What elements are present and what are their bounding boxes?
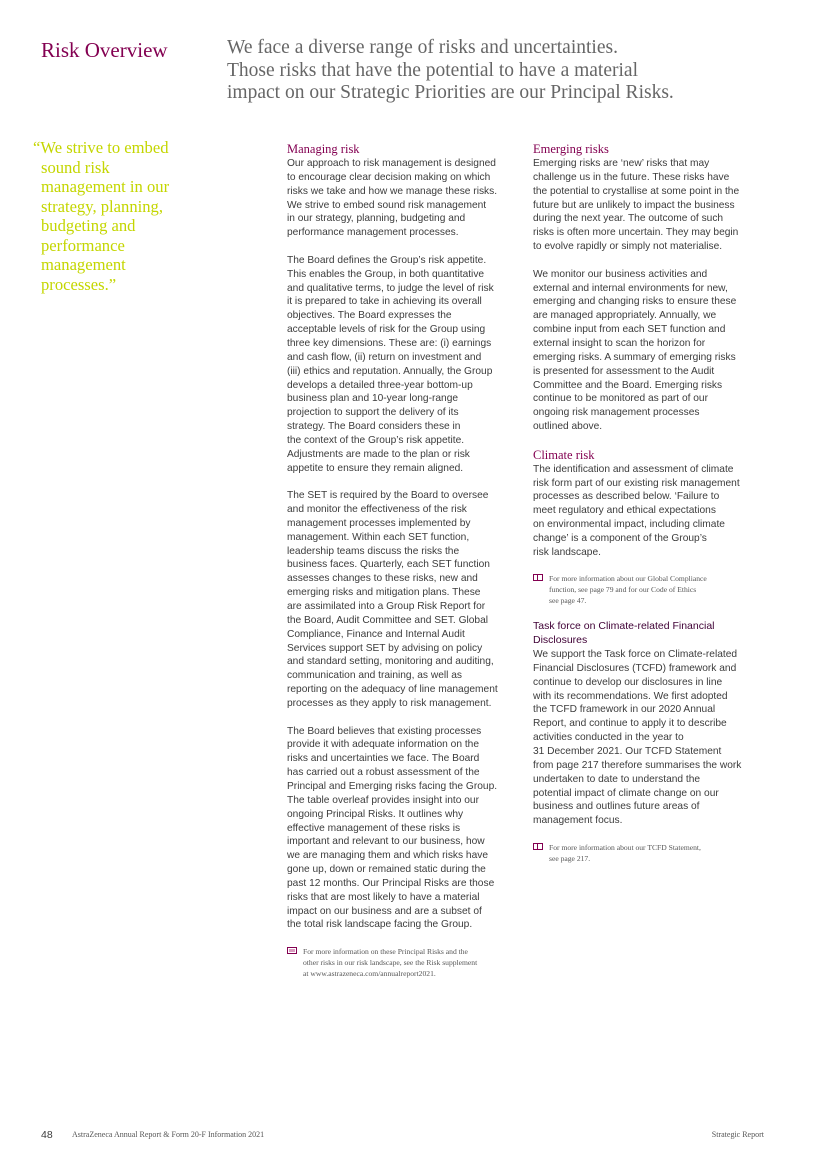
pull-quote-line: sound risk [41, 157, 110, 177]
text-line: Services support SET by advising on policy [287, 642, 483, 654]
text-line: The Board believes that existing processes [287, 725, 482, 737]
text-line: This enables the Group, in both quantitative [287, 268, 485, 280]
text-line: (iii) ethics and reputation. Annually, the Group [287, 365, 493, 377]
text-line: processes as they apply to risk management. [287, 697, 492, 709]
text-line: combine input from each SET function and [533, 324, 726, 336]
heading-line: Disclosures [533, 634, 588, 647]
text-line: emerging risks. A summary of emerging risks [533, 351, 736, 363]
text-line: The SET is required by the Board to oversee [287, 490, 489, 502]
text-line: it is prepared to take in achieving its overall [287, 296, 482, 308]
text-line: and qualitative terms, to judge the level of risk [287, 282, 494, 294]
compliance-note [533, 573, 768, 606]
managing-risk-paragraph [287, 157, 522, 240]
headline-line: impact on our Strategic Priorities are our Principal Risks. [227, 82, 674, 103]
text-line: risks and uncertainties we face. The Board [287, 753, 480, 765]
pull-quote-line: performance [41, 235, 125, 255]
text-line: We monitor our business activities and [533, 268, 708, 280]
note-line: function, see page 79 and for our Code of Ethics [549, 585, 697, 595]
text-line: the TCFD framework in our 2020 Annual [533, 704, 716, 716]
emerging-risks-paragraph [533, 157, 768, 254]
text-line: The Board defines the Group’s risk appetite. [287, 254, 487, 266]
text-line: reporting on the adequacy of line management [287, 684, 498, 696]
text-line: risks that are most likely to have a material [287, 891, 480, 903]
text-line: external and internal environments for new, [533, 282, 728, 294]
heading-line: Task force on Climate-related Financial [533, 620, 715, 633]
text-line: with its recommendations. We first adopted [533, 690, 728, 702]
text-line: Our approach to risk management is designed [287, 158, 496, 169]
text-line: the context of the Group’s risk appetite. [287, 434, 465, 446]
text-line: from page 217 therefore summarises the work [533, 759, 742, 771]
text-line: are assimilated into a Group Risk Report for [287, 601, 486, 612]
pull-quote-line: management [41, 255, 126, 274]
text-line: Committee and the Board. Emerging risks [533, 379, 723, 391]
text-line: The identification and assessment of climate [533, 463, 734, 475]
text-line: challenge us in the future. These risks have [533, 171, 730, 183]
text-line: risk landscape. [533, 546, 601, 558]
text-line: objectives. The Board expresses the [287, 310, 452, 322]
text-line: activities conducted in the year to [533, 732, 684, 744]
page-title: Risk Overview [41, 38, 168, 62]
text-line: management. Within each SET function, [287, 531, 470, 543]
text-line: change’ is a component of the Group’s [533, 532, 707, 544]
set-oversight-paragraph [287, 489, 522, 711]
text-line: business plan and 10-year long-range [287, 393, 459, 405]
headline-line: We face a diverse range of risks and uncertainties. [227, 37, 618, 58]
text-line: Financial Disclosures (TCFD) framework and [533, 662, 737, 674]
note-line: For more information about our TCFD Statement, [549, 842, 701, 852]
page-number: 48 [41, 1129, 53, 1141]
text-line: and monitor the effectiveness of the risk [287, 504, 467, 516]
text-line: develops a detailed three-year bottom-up [287, 379, 473, 391]
text-line: and cash flow, (ii) return on investment and [287, 351, 482, 363]
text-line: business and outlines future areas of [533, 801, 700, 813]
pull-quote-line: management in our [41, 177, 170, 196]
text-line: Compliance, Finance and Internal Audit [287, 628, 465, 640]
text-line: processes as described below. ‘Failure to [533, 491, 720, 503]
text-line: continue to be monitored as part of our [533, 393, 708, 405]
climate-risk-paragraph [533, 463, 768, 560]
climate-risk-heading: Climate risk [533, 447, 595, 462]
text-line: The table overleaf provides insight into our [287, 794, 479, 806]
text-line: in our strategy, planning, budgeting and [287, 213, 466, 225]
text-line: undertaken to date to understand the [533, 773, 701, 785]
book-icon [533, 574, 543, 581]
principal-risks-note [287, 946, 522, 979]
text-line: on environmental impact, including climate [533, 519, 725, 531]
section-name: Strategic Report [711, 1130, 764, 1139]
board-assessment-paragraph [287, 725, 522, 933]
tcfd-paragraph [533, 648, 768, 828]
text-line: important and relevant to our business, how [287, 836, 485, 848]
text-line: the potential to crystallise at some point in the [533, 185, 740, 197]
text-line: Adjustments are made to the plan or risk [287, 448, 470, 460]
headline-line: Those risks that have the potential to have a material [227, 59, 638, 81]
text-line: business faces. Quarterly, each SET function [287, 559, 490, 571]
text-line: impact on our business and are a subset of [287, 905, 482, 917]
text-line: future but are unlikely to impact the business [533, 199, 735, 211]
note-line: For more information on these Principal Risks and the [303, 947, 468, 957]
text-line: acceptable levels of risk for the Group using [287, 324, 486, 336]
text-line: and standard setting, monitoring and auditing, [287, 656, 494, 668]
text-line: continue to develop our disclosures in line [533, 676, 723, 688]
text-line: management focus. [533, 815, 623, 827]
text-line: potential impact of climate change on our [533, 787, 719, 799]
page-headline [227, 37, 787, 105]
note-line: see page 217. [549, 853, 591, 863]
risk-appetite-paragraph [287, 254, 522, 476]
text-line: the Board, Audit Committee and SET. Global [287, 614, 489, 626]
text-line: leadership teams discuss the risks the [287, 545, 460, 557]
managing-risk-column [287, 142, 522, 993]
note-line: see page 47. [549, 596, 587, 606]
text-line: Emerging risks are ‘new’ risks that may [533, 158, 710, 169]
text-line: We strive to embed sound risk management [287, 199, 487, 211]
text-line: to encourage clear decision making on which [287, 171, 491, 183]
text-line: provide it with adequate information on the [287, 739, 479, 751]
pull-quote [33, 138, 208, 294]
note-line: at www.astrazeneca.com/annualreport2021. [303, 969, 436, 979]
report-title: AstraZeneca Annual Report & Form 20-F Information 2021 [72, 1130, 265, 1139]
text-line: the total risk landscape facing the Group. [287, 919, 473, 931]
pull-quote-line: budgeting and [41, 216, 136, 235]
text-line: we are managing them and which risks have [287, 850, 489, 862]
website-icon [287, 947, 297, 954]
text-line: effective management of these risks is [287, 822, 461, 834]
text-line: Report, and continue to apply it to describe [533, 718, 727, 730]
text-line: has carried out a robust assessment of the [287, 767, 480, 779]
text-line: outlined above. [533, 421, 603, 433]
emerging-risks-heading: Emerging risks [533, 142, 609, 156]
text-line: emerging and changing risks to ensure these [533, 296, 737, 308]
text-line: gone up, down or remained static during the [287, 864, 486, 876]
text-line: past 12 months. Our Principal Risks are those [287, 877, 495, 889]
emerging-climate-column [533, 142, 768, 878]
book-icon [533, 843, 543, 850]
monitoring-paragraph [533, 268, 768, 434]
text-line: risks is often more uncertain. They may begin [533, 227, 739, 239]
tcfd-note [533, 842, 768, 864]
text-line: appetite to ensure they remain aligned. [287, 462, 464, 474]
text-line: management processes implemented by [287, 517, 471, 529]
pull-quote-line: processes.” [41, 274, 117, 294]
pull-quote-line: “We strive to embed [33, 138, 169, 157]
text-line: Principal and Emerging risks facing the Group. [287, 780, 498, 792]
page-footer [0, 1129, 826, 1143]
text-line: meet regulatory and ethical expectations [533, 505, 716, 517]
text-line: are managed appropriately. Annually, we [533, 310, 717, 322]
text-line: projection to support the delivery of its [287, 407, 459, 419]
text-line: performance management processes. [287, 227, 459, 239]
tcfd-heading [533, 620, 768, 648]
text-line: We support the Task force on Climate-related [533, 649, 738, 661]
text-line: ongoing risk management processes [533, 407, 700, 419]
text-line: to evolve rapidly or simply not materialise. [533, 241, 723, 253]
text-line: communication and training, as well as [287, 670, 462, 682]
text-line: external insight to scan the horizon for [533, 337, 706, 349]
text-line: risk form part of our existing risk management [533, 477, 740, 489]
text-line: ongoing Principal Risks. It outlines why [287, 808, 464, 820]
text-line: strategy. The Board considers these in [287, 421, 461, 433]
text-line: 31 December 2021. Our TCFD Statement [533, 745, 722, 757]
text-line: three key dimensions. These are: (i) earnings [287, 337, 492, 349]
managing-risk-heading: Managing risk [287, 142, 360, 156]
text-line: risks we take and how we manage these risks. [287, 185, 498, 197]
text-line: assesses changes to these risks, new and [287, 573, 478, 585]
text-line: during the next year. The outcome of such [533, 213, 724, 225]
text-line: is presented for assessment to the Audit [533, 365, 715, 377]
pull-quote-line: strategy, planning, [41, 196, 163, 216]
text-line: emerging risks and mitigation plans. These [287, 587, 481, 599]
note-line: other risks in our risk landscape, see the Risk supplement [303, 958, 478, 968]
note-line: For more information about our Global Compliance [549, 574, 707, 584]
